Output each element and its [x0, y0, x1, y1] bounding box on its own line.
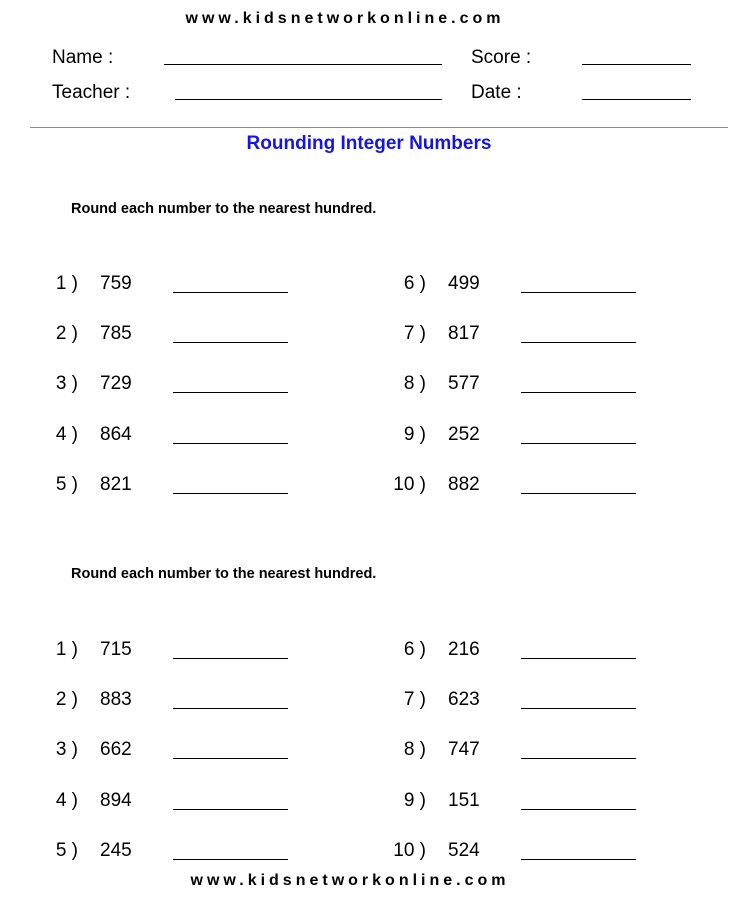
problem-item [38, 739, 338, 763]
score-label: Score : [471, 47, 532, 68]
answer-line[interactable] [521, 859, 636, 860]
problem-item [386, 474, 686, 498]
teacher-label: Teacher : [52, 82, 131, 103]
site-url-top: www.kidsnetworkonline.com [185, 10, 505, 27]
problem-item [38, 474, 338, 498]
problem-number: 1 ) [55, 639, 78, 660]
score-field-line[interactable] [582, 64, 691, 65]
problem-item [386, 639, 686, 663]
teacher-field-line[interactable] [175, 99, 442, 100]
problem-item [386, 840, 686, 864]
problem-value: 759 [100, 273, 132, 294]
problem-item [386, 689, 686, 713]
problem-number: 9 ) [403, 789, 426, 811]
problem-item [38, 424, 338, 448]
problem-number: 6 ) [403, 273, 426, 294]
problem-value: 817 [448, 323, 480, 345]
problem-value: 662 [100, 739, 132, 761]
worksheet-title: Rounding Integer Numbers [246, 133, 492, 154]
problem-number: 6 ) [403, 639, 426, 660]
problem-item [386, 790, 686, 814]
problem-number: 3 ) [55, 373, 78, 395]
problem-number: 2 ) [55, 689, 78, 711]
problem-item [386, 273, 686, 297]
problem-number: 2 ) [55, 323, 78, 345]
answer-line[interactable] [173, 859, 288, 860]
problem-item [38, 689, 338, 713]
problem-value: 821 [100, 473, 132, 495]
answer-line[interactable] [173, 392, 288, 393]
problem-number: 5 ) [55, 473, 78, 495]
problem-value: 785 [100, 323, 132, 345]
problem-value: 715 [100, 639, 132, 660]
problem-item [38, 373, 338, 397]
name-label: Name : [52, 47, 114, 68]
answer-line[interactable] [521, 342, 636, 343]
problem-value: 499 [448, 273, 480, 294]
answer-line[interactable] [173, 658, 288, 659]
problem-item [38, 840, 338, 864]
problem-item [386, 373, 686, 397]
problem-number: 3 ) [55, 739, 78, 761]
header-divider [30, 127, 728, 128]
answer-line[interactable] [521, 758, 636, 759]
problem-item [386, 424, 686, 448]
section-2-instruction: Round each number to the nearest hundred. [71, 566, 377, 582]
answer-line[interactable] [521, 292, 636, 293]
problem-number: 4 ) [55, 789, 78, 811]
problem-item [386, 739, 686, 763]
answer-line[interactable] [173, 342, 288, 343]
problem-number: 7 ) [403, 323, 426, 345]
answer-line[interactable] [173, 292, 288, 293]
answer-line[interactable] [173, 443, 288, 444]
answer-line[interactable] [521, 493, 636, 494]
section-1-instruction: Round each number to the nearest hundred. [71, 201, 377, 217]
problem-number: 8 ) [403, 739, 426, 761]
problem-item [38, 790, 338, 814]
problem-value: 623 [448, 689, 480, 711]
problem-value: 151 [448, 789, 480, 811]
problem-value: 252 [448, 423, 480, 445]
answer-line[interactable] [173, 809, 288, 810]
problem-value: 216 [448, 639, 480, 660]
problem-item [38, 639, 338, 663]
answer-line[interactable] [521, 809, 636, 810]
problem-item [386, 323, 686, 347]
problem-item [38, 273, 338, 297]
problem-value: 245 [100, 839, 132, 861]
problem-number: 1 ) [55, 273, 78, 294]
answer-line[interactable] [521, 392, 636, 393]
problem-value: 524 [448, 839, 480, 861]
date-field-line[interactable] [582, 99, 691, 100]
problem-number: 10 ) [393, 839, 426, 861]
date-label: Date : [471, 82, 522, 103]
problem-value: 864 [100, 423, 132, 445]
problem-number: 4 ) [55, 423, 78, 445]
problem-value: 747 [448, 739, 480, 761]
problem-value: 894 [100, 789, 132, 811]
problem-number: 10 ) [393, 473, 426, 495]
problem-number: 8 ) [403, 373, 426, 395]
name-field-line[interactable] [164, 64, 442, 65]
problem-number: 5 ) [55, 839, 78, 861]
answer-line[interactable] [173, 758, 288, 759]
answer-line[interactable] [521, 708, 636, 709]
problem-value: 729 [100, 373, 132, 395]
problem-item [38, 323, 338, 347]
site-url-bottom: www.kidsnetworkonline.com [190, 872, 510, 889]
answer-line[interactable] [521, 658, 636, 659]
answer-line[interactable] [521, 443, 636, 444]
answer-line[interactable] [173, 708, 288, 709]
problem-number: 7 ) [403, 689, 426, 711]
problem-number: 9 ) [403, 423, 426, 445]
problem-value: 883 [100, 689, 132, 711]
answer-line[interactable] [173, 493, 288, 494]
problem-value: 882 [448, 473, 480, 495]
problem-value: 577 [448, 373, 480, 395]
